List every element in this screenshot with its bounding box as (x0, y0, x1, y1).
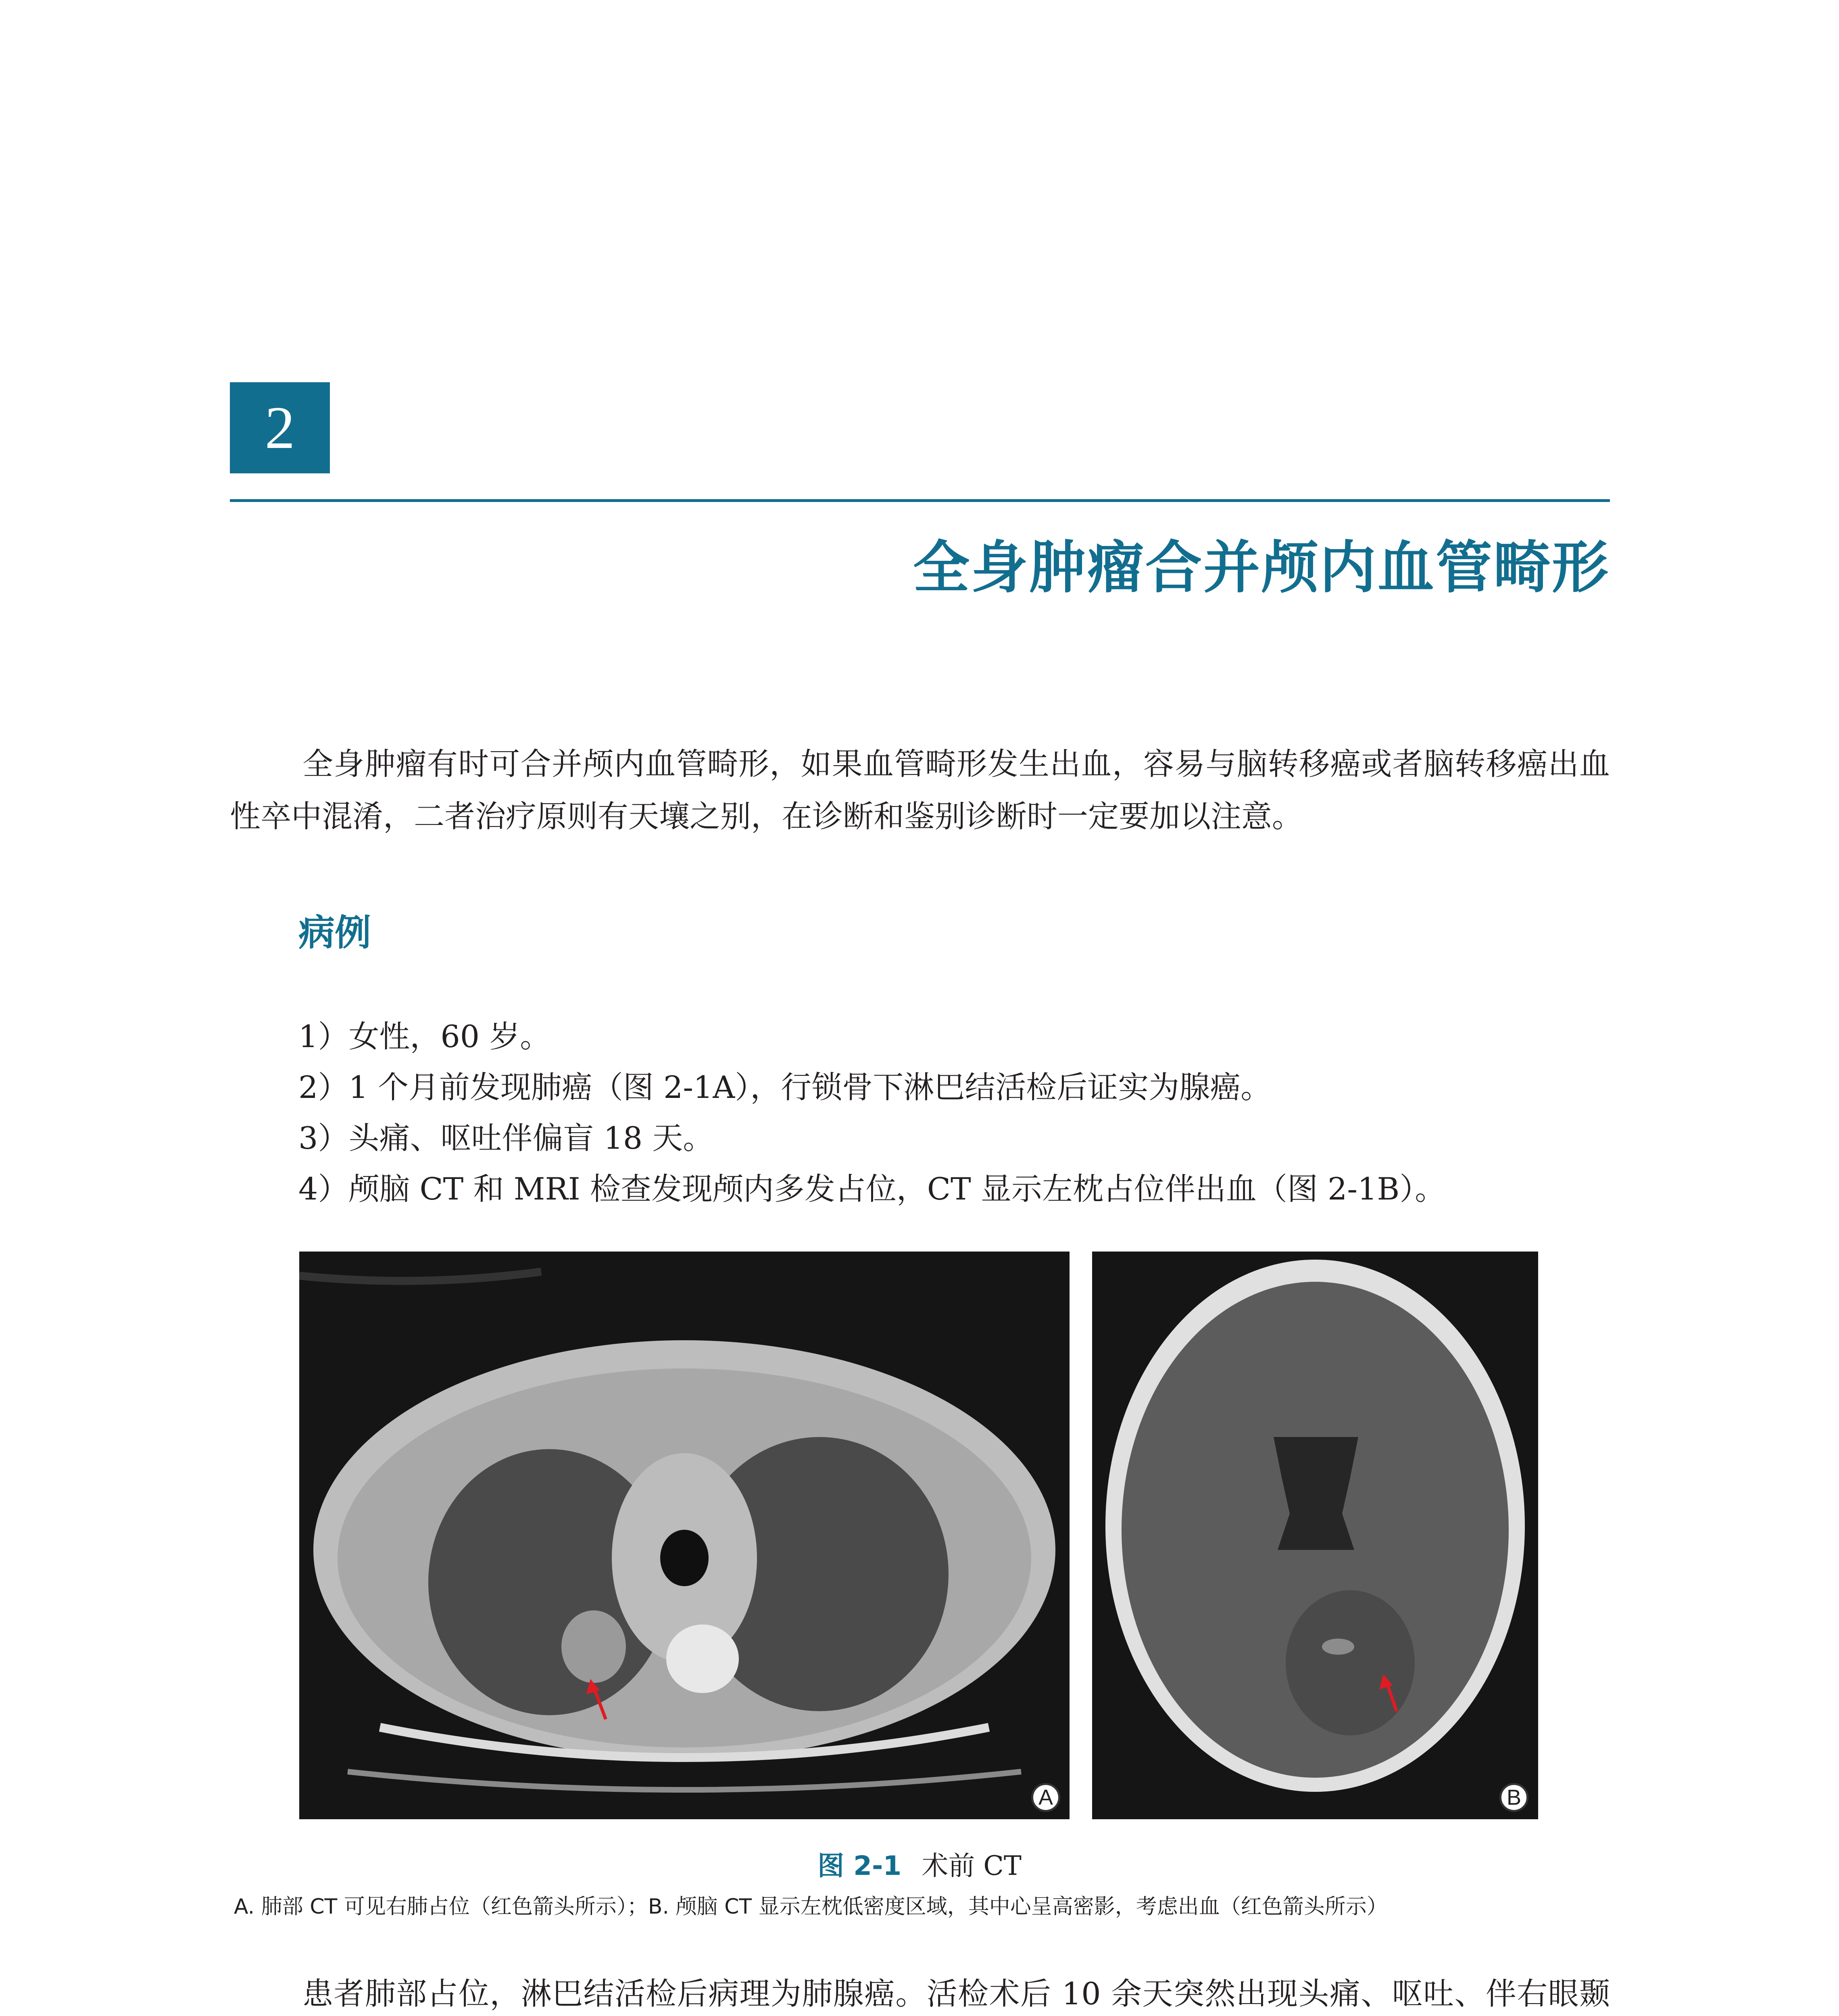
brain-ct-image (1092, 1252, 1538, 1819)
section-heading: 病例 (298, 912, 371, 954)
panel-b-label: B (1499, 1783, 1528, 1812)
figure-note: A. 肺部 CT 可见右肺占位（红色箭头所示）；B. 颅脑 CT 显示左枕低密度区域，其中心呈高密影，考虑出血（红色箭头所示） (234, 1895, 1388, 1919)
figure-caption (0, 1844, 1839, 1883)
panel-a-label: A (1031, 1783, 1060, 1812)
intro-paragraph: 全身肿瘤有时可合并颅内血管畸形，如果血管畸形发生出血，容易与脑转移癌或者脑转移癌出血性卒中混淆，二者治疗原则有天壤之别，在诊断和鉴别诊断时一定要加以注意。 (230, 746, 1610, 834)
chapter-divider (230, 499, 1610, 502)
chapter-title: 全身肿瘤合并颅内血管畸形 (913, 535, 1610, 601)
chest-ct-image (299, 1252, 1070, 1819)
chapter-number-box (230, 382, 330, 473)
chapter-number: 2 (265, 394, 295, 461)
case-item-2: 2）1 个月前发现肺癌（图 2-1A），行锁骨下淋巴结活检后证实为腺癌。 (298, 1069, 1272, 1105)
body-paragraph: 患者肺部占位，淋巴结活检后病理为肺腺癌。活检术后 10 余天突然出现头痛、呕吐、伴右眼颞 (302, 1976, 1610, 2012)
case-item-1: 1）女性，60 岁。 (298, 1018, 551, 1054)
case-item-3: 3）头痛、呕吐伴偏盲 18 天。 (298, 1120, 714, 1156)
figure-number: 图 2-1 (817, 1850, 902, 1881)
case-item-4: 4）颅脑 CT 和 MRI 检查发现颅内多发占位，CT 显示左枕占位伴出血（图 2-1B）。 (298, 1171, 1446, 1207)
figure-panel-b-brain-ct (1092, 1252, 1538, 1819)
figure-panel-a-chest-ct (299, 1252, 1070, 1819)
figure-title: 术前 CT (922, 1850, 1022, 1881)
